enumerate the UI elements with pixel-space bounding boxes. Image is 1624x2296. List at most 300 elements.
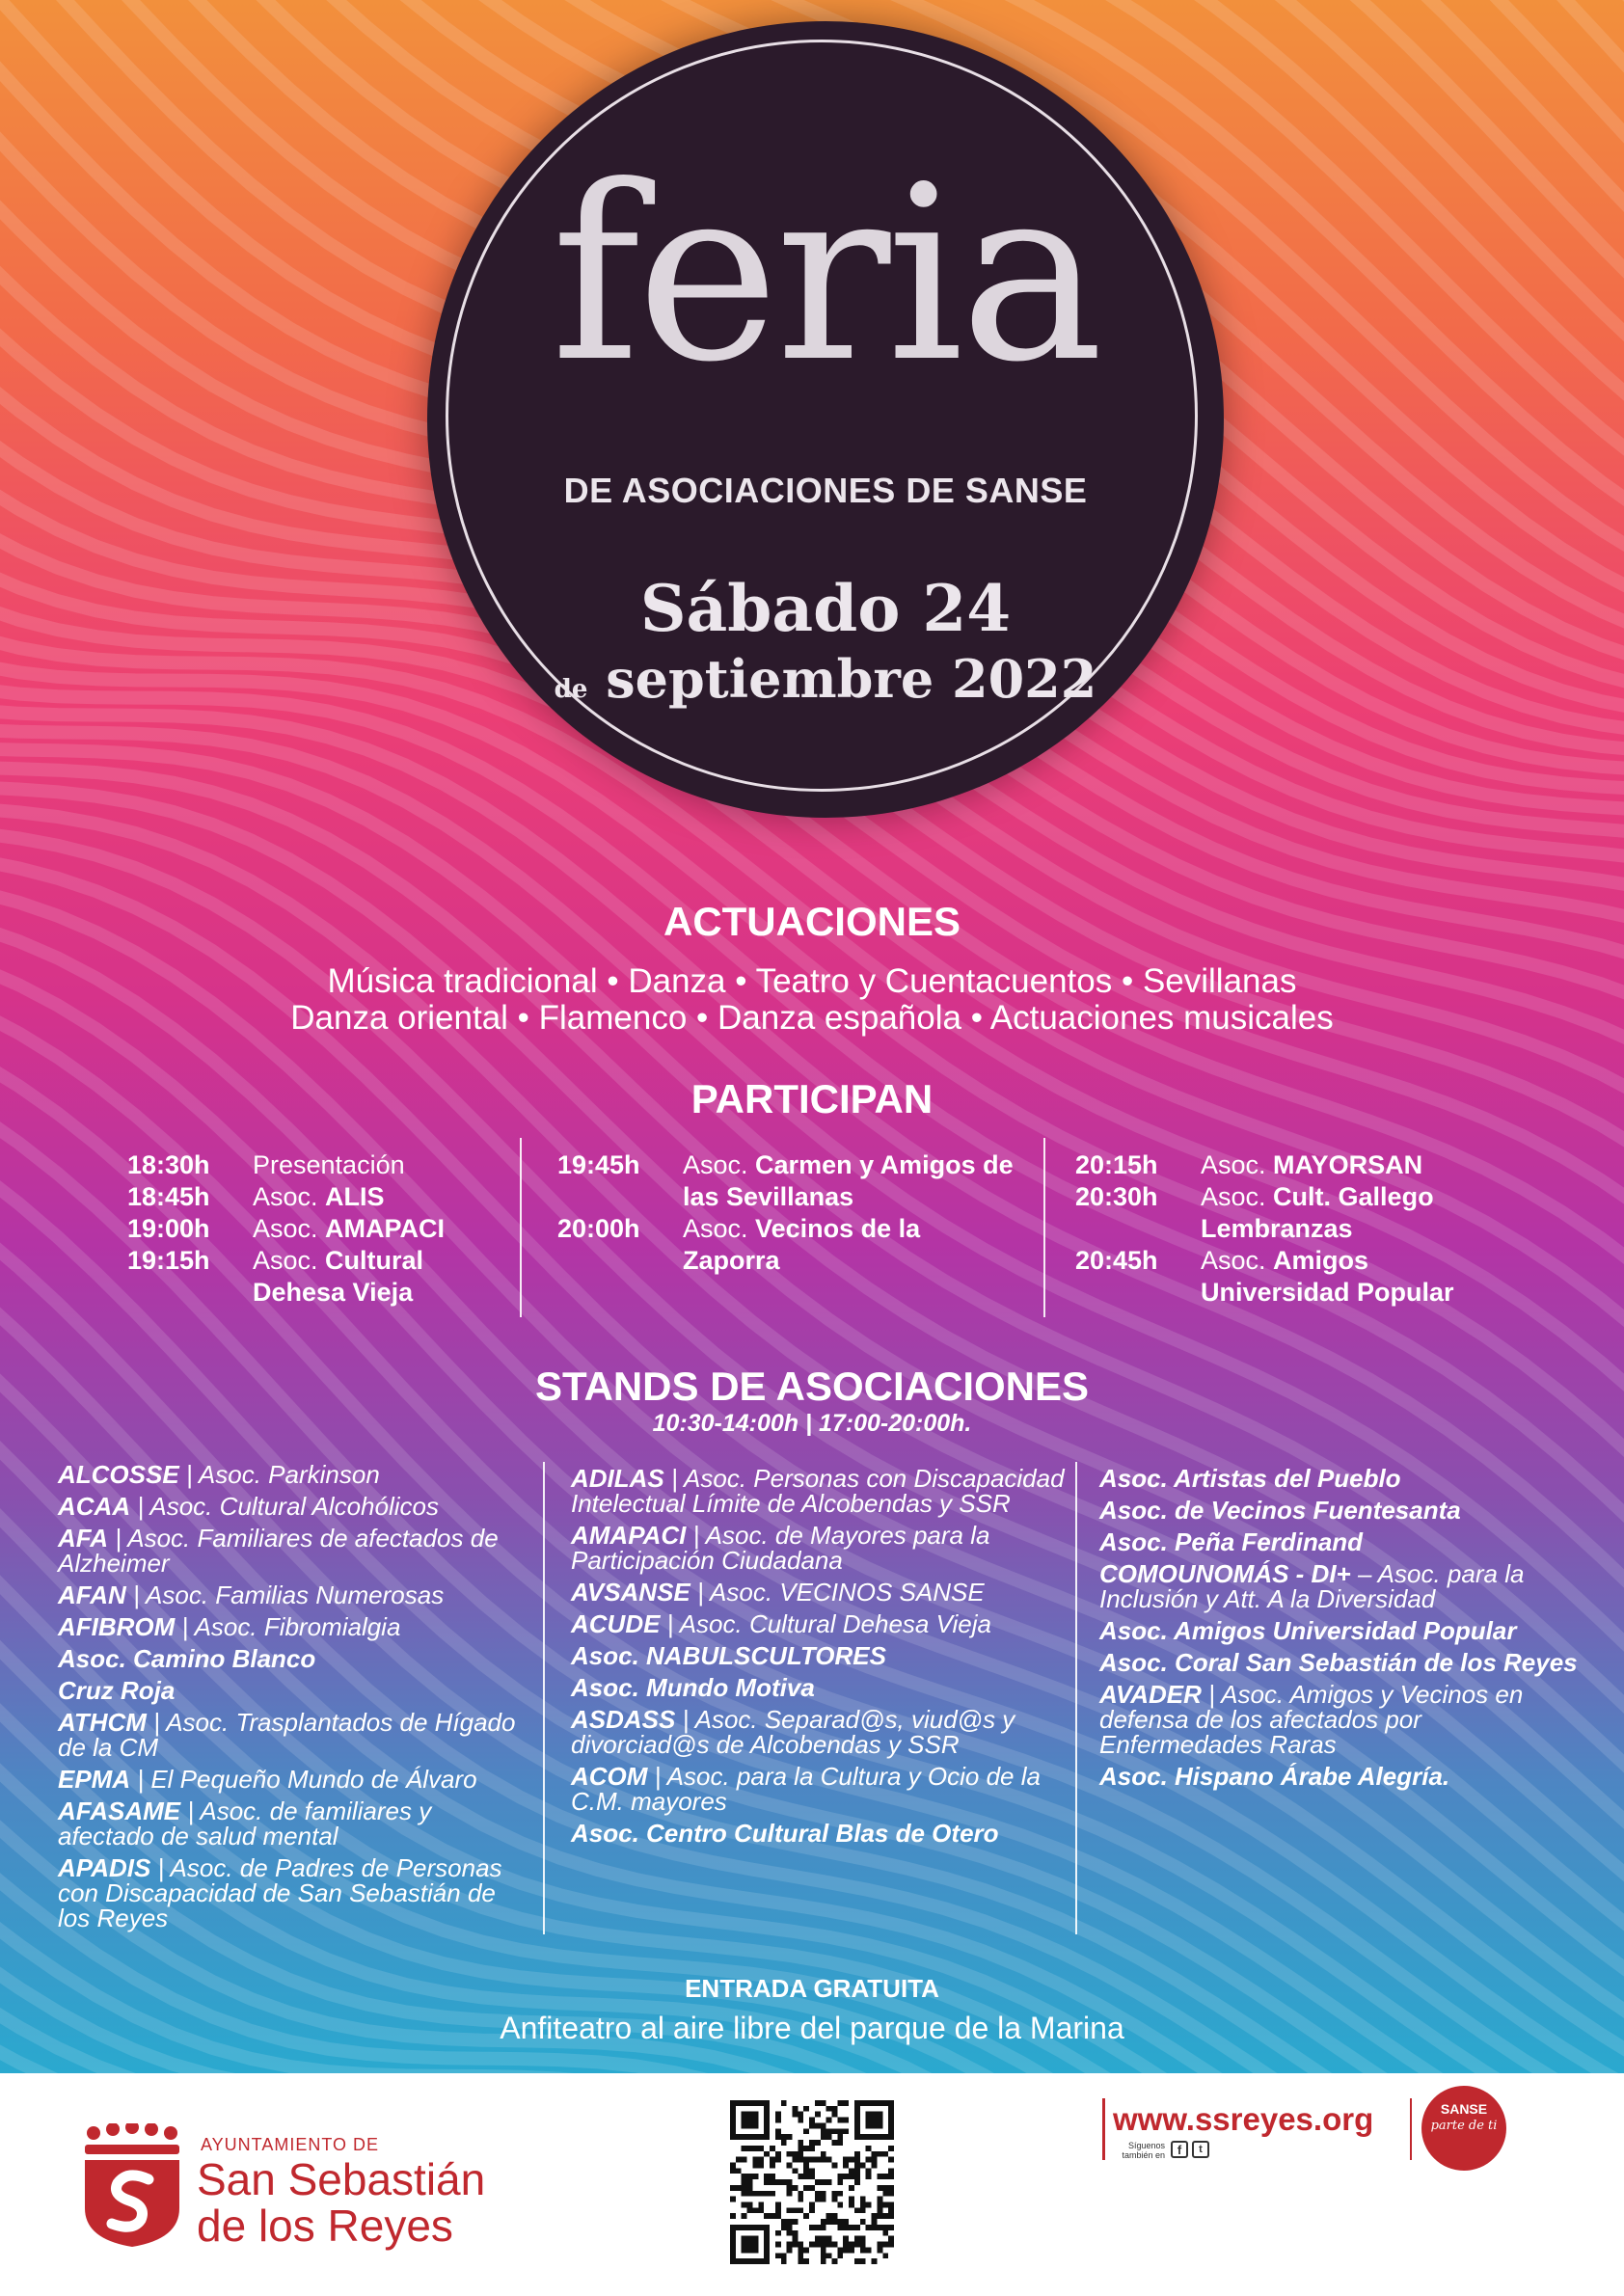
stand-item [571, 1580, 1072, 1605]
schedule-name [1201, 1149, 1519, 1181]
stand-desc: | Asoc. de familiares y afectado de salud mental [58, 1796, 432, 1850]
qr-module [826, 2157, 832, 2163]
stand-item [1099, 1764, 1582, 1789]
venue-label: Anfiteatro al aire libre del parque de la Marina [500, 2011, 1124, 2045]
schedule-name [253, 1149, 513, 1181]
qr-module [882, 2225, 888, 2230]
stand-name: APADIS [58, 1853, 151, 1882]
qr-code-icon[interactable] [730, 2100, 894, 2264]
qr-module [798, 2157, 803, 2163]
qr-module [854, 2174, 860, 2179]
stands-column-3 [1099, 1466, 1582, 1796]
qr-module [752, 2146, 758, 2151]
qr-module [843, 2118, 849, 2123]
qr-module [854, 2151, 860, 2157]
schedule-assoc: Carmen y Amigos de las Sevillanas [683, 1150, 1014, 1211]
stand-item [571, 1611, 1072, 1636]
stand-item [571, 1466, 1072, 1516]
qr-module [882, 2242, 888, 2248]
date-prefix: de [554, 675, 588, 704]
schedule-time: 18:45h [127, 1182, 210, 1211]
qr-module [809, 2185, 815, 2191]
qr-module [758, 2202, 764, 2208]
qr-module [888, 2191, 894, 2197]
qr-module [781, 2140, 787, 2146]
qr-module [877, 2213, 882, 2219]
actuaciones-line-1: Música tradicional • Danza • Teatro y Cuentacuentos • Sevillanas [327, 962, 1297, 1000]
stand-name: AVSANSE [571, 1578, 690, 1607]
qr-module [849, 2174, 854, 2179]
qr-module [809, 2174, 815, 2179]
qr-module [781, 2179, 787, 2185]
schedule-time: 19:45h [557, 1150, 640, 1179]
qr-module [787, 2225, 793, 2230]
qr-module [792, 2185, 798, 2191]
stand-desc: | El Pequeño Mundo de Álvaro [130, 1765, 477, 1794]
qr-module [809, 2225, 815, 2230]
qr-module [775, 2134, 781, 2140]
column-divider [1075, 1462, 1077, 1934]
stand-desc: | Asoc. Cultural Alcohólicos [130, 1492, 439, 1521]
schedule-time: 20:30h [1075, 1182, 1158, 1211]
stand-item [58, 1614, 530, 1639]
stand-desc: | Asoc. de Mayores para la Participación Ciudadana [571, 1521, 990, 1575]
qr-module [775, 2213, 781, 2219]
qr-module [730, 2213, 736, 2219]
qr-module [792, 2157, 798, 2163]
qr-module [843, 2174, 849, 2179]
qr-module [775, 2253, 781, 2258]
stand-name: Cruz Roja [58, 1676, 176, 1705]
qr-module [770, 2179, 775, 2185]
qr-module [758, 2191, 764, 2197]
schedule-assoc: ALIS [325, 1182, 385, 1211]
stand-item [571, 1821, 1072, 1846]
schedule-prefix: Asoc. [683, 1150, 748, 1179]
qr-module [882, 2174, 888, 2179]
schedule-assoc: Amigos Universidad Popular [1201, 1246, 1454, 1307]
schedule-assoc: Vecinos de la Zaporra [683, 1214, 921, 1275]
qr-module [781, 2258, 787, 2264]
qr-module [815, 2191, 821, 2197]
qr-module [872, 2219, 878, 2225]
qr-module [821, 2151, 826, 2157]
qr-module [787, 2230, 793, 2236]
qr-module [798, 2253, 803, 2258]
qr-module [821, 2191, 826, 2197]
qr-module [872, 2162, 878, 2168]
qr-module [826, 2118, 832, 2123]
qr-module [860, 2162, 866, 2168]
qr-module [770, 2162, 775, 2168]
stand-item [58, 1462, 530, 1487]
stand-desc: | Asoc. Cultural Dehesa Vieja [660, 1609, 991, 1638]
qr-module [837, 2118, 843, 2123]
qr-module [747, 2202, 753, 2208]
stand-item [1099, 1650, 1582, 1675]
qr-module [826, 2134, 832, 2140]
qr-module [798, 2151, 803, 2157]
qr-module [821, 2100, 826, 2106]
qr-module [877, 2151, 882, 2157]
qr-module [843, 2128, 849, 2134]
qr-module [775, 2202, 781, 2208]
qr-module [843, 2157, 849, 2163]
schedule-row [127, 1213, 513, 1245]
qr-module [821, 2236, 826, 2242]
qr-module [742, 2179, 747, 2185]
qr-module [888, 2202, 894, 2208]
qr-module [798, 2118, 803, 2123]
qr-module [849, 2168, 854, 2174]
qr-module [809, 2207, 815, 2213]
page-title: feria [551, 134, 1100, 415]
qr-module [832, 2191, 838, 2197]
qr-module [888, 2157, 894, 2163]
qr-module [787, 2134, 793, 2140]
schedule-time: 18:30h [127, 1150, 210, 1179]
qr-module [787, 2247, 793, 2253]
stand-item [58, 1767, 530, 1792]
qr-module [826, 2219, 832, 2225]
qr-module [849, 2247, 854, 2253]
qr-module [860, 2247, 866, 2253]
stand-desc: | Asoc. Separad@s, viud@s y divorciad@s de Alcobendas y SSR [571, 1705, 1015, 1759]
stand-item [58, 1494, 530, 1519]
qr-module [866, 2157, 872, 2163]
stand-item [1099, 1682, 1582, 1757]
qr-module [821, 2253, 826, 2258]
qr-module [843, 2162, 849, 2168]
qr-module [837, 2253, 843, 2258]
qr-module [821, 2242, 826, 2248]
qr-module [849, 2225, 854, 2230]
stand-name: Asoc. Camino Blanco [58, 1644, 316, 1673]
qr-module [866, 2202, 872, 2208]
qr-module [787, 2219, 793, 2225]
ayto-label: AYUNTAMIENTO DE [201, 2135, 380, 2154]
qr-module [742, 2213, 747, 2219]
qr-module [798, 2140, 803, 2146]
stand-desc: | Asoc. de Padres de Personas con Discapacidad de San Sebastián de los Reyes [58, 1853, 502, 1932]
qr-module [798, 2247, 803, 2253]
schedule-assoc: AMAPACI [325, 1214, 446, 1243]
stand-name: EPMA [58, 1765, 131, 1794]
twitter-icon[interactable]: t [1192, 2141, 1209, 2158]
schedule-assoc: Cultural Dehesa Vieja [253, 1246, 424, 1307]
qr-module [815, 2225, 821, 2230]
qr-module [854, 2225, 860, 2230]
qr-module [837, 2179, 843, 2185]
stand-name: Asoc. Artistas del Pueblo [1099, 1464, 1401, 1493]
qr-module [872, 2258, 878, 2264]
qr-module [781, 2134, 787, 2140]
qr-module [770, 2213, 775, 2219]
stand-desc: | Asoc. Trasplantados de Hígado de la CM [58, 1708, 516, 1762]
qr-module [742, 2202, 747, 2208]
qr-module [809, 2122, 815, 2128]
qr-module [742, 2185, 747, 2191]
actuaciones-heading: ACTUACIONES [663, 899, 961, 944]
schedule-name [683, 1149, 1040, 1213]
stand-item [571, 1523, 1072, 1573]
schedule-prefix: Asoc. [253, 1214, 318, 1243]
qr-module [815, 2100, 821, 2106]
stands-hours: 10:30-14:00h | 17:00-20:00h. [652, 1410, 972, 1437]
qr-module [787, 2207, 793, 2213]
qr-module [792, 2207, 798, 2213]
qr-module [866, 2247, 872, 2253]
schedule-time: 20:45h [1075, 1246, 1158, 1275]
qr-module [877, 2185, 882, 2191]
qr-module [821, 2122, 826, 2128]
stands-column-2 [571, 1466, 1072, 1852]
qr-module [736, 2185, 742, 2191]
qr-module [792, 2230, 798, 2236]
qr-module [775, 2179, 781, 2185]
qr-module [821, 2225, 826, 2230]
qr-module [747, 2179, 753, 2185]
stand-name: AFAN [58, 1580, 126, 1609]
qr-module [803, 2146, 809, 2151]
qr-module [854, 2157, 860, 2163]
qr-module [837, 2202, 843, 2208]
qr-module [787, 2185, 793, 2191]
qr-module [747, 2207, 753, 2213]
qr-module [837, 2134, 843, 2140]
qr-module [809, 2242, 815, 2248]
stand-desc: | Asoc. Fibromialgia [175, 1612, 401, 1641]
qr-module [775, 2112, 781, 2118]
event-date-line1: Sábado 24 [639, 571, 1012, 646]
qr-module [832, 2197, 838, 2202]
qr-module [747, 2146, 753, 2151]
qr-module [815, 2236, 821, 2242]
stand-desc: – Asoc. para la Inclusión y Att. A la Diversidad [1099, 1559, 1525, 1613]
qr-module [882, 2202, 888, 2208]
participan-column-2 [557, 1149, 1040, 1277]
qr-module [787, 2151, 793, 2157]
qr-module [849, 2185, 854, 2191]
qr-module [849, 2242, 854, 2248]
qr-module [888, 2174, 894, 2179]
qr-module [758, 2207, 764, 2213]
qr-module [860, 2219, 866, 2225]
qr-module [877, 2202, 882, 2208]
qr-module [832, 2140, 838, 2146]
qr-module [826, 2236, 832, 2242]
stand-item [58, 1526, 530, 1576]
column-divider [543, 1462, 545, 1934]
qr-module [843, 2242, 849, 2248]
qr-module [872, 2225, 878, 2230]
qr-module [730, 2185, 736, 2191]
qr-module [821, 2128, 826, 2134]
qr-module [798, 2112, 803, 2118]
schedule-time: 20:15h [1075, 1150, 1158, 1179]
qr-module [781, 2100, 787, 2106]
stand-name: Asoc. Coral San Sebastián de los Reyes [1099, 1648, 1578, 1677]
qr-module [849, 2202, 854, 2208]
qr-module [803, 2157, 809, 2163]
qr-module [866, 2146, 872, 2151]
qr-module [888, 2213, 894, 2219]
qr-module [888, 2146, 894, 2151]
qr-module [792, 2112, 798, 2118]
qr-module [826, 2242, 832, 2248]
schedule-prefix: Asoc. [1201, 1150, 1266, 1179]
qr-module [815, 2179, 821, 2185]
stand-name: Asoc. NABULSCULTORES [571, 1641, 886, 1670]
qr-module [752, 2157, 758, 2163]
qr-module [747, 2191, 753, 2197]
qr-module [882, 2230, 888, 2236]
stand-name: Asoc. Peña Ferdinand [1099, 1527, 1364, 1556]
qr-module [866, 2225, 872, 2230]
qr-module [860, 2258, 866, 2264]
qr-module [815, 2122, 821, 2128]
qr-module [764, 2174, 770, 2179]
qr-module [770, 2174, 775, 2179]
qr-finder [866, 2112, 883, 2129]
qr-module [837, 2219, 843, 2225]
qr-module [742, 2191, 747, 2197]
qr-module [837, 2174, 843, 2179]
participan-column-1 [127, 1149, 513, 1309]
qr-module [821, 2157, 826, 2163]
facebook-icon[interactable]: f [1171, 2141, 1188, 2158]
qr-module [775, 2118, 781, 2123]
schedule-name [683, 1213, 972, 1277]
schedule-row [557, 1213, 1040, 1277]
qr-module [860, 2197, 866, 2202]
stand-name: ADILAS [571, 1464, 664, 1493]
stand-item [1099, 1618, 1582, 1643]
qr-module [742, 2174, 747, 2179]
follow-label: Síguenos también en [1122, 2141, 1165, 2160]
qr-module [826, 2106, 832, 2112]
qr-module [792, 2236, 798, 2242]
qr-module [752, 2174, 758, 2179]
qr-module [809, 2146, 815, 2151]
qr-module [849, 2157, 854, 2163]
qr-module [815, 2197, 821, 2202]
qr-module [803, 2168, 809, 2174]
stand-name: AFIBROM [58, 1612, 176, 1641]
schedule-row [1075, 1245, 1519, 1309]
stand-name: ASDASS [571, 1705, 676, 1734]
qr-module [752, 2162, 758, 2168]
stand-name: ACOM [571, 1762, 648, 1791]
stand-item [58, 1798, 530, 1849]
qr-module [837, 2247, 843, 2253]
qr-module [837, 2140, 843, 2146]
qr-module [764, 2191, 770, 2197]
column-divider [520, 1138, 522, 1317]
qr-module [837, 2191, 843, 2197]
badge-top: SANSE [1440, 2101, 1488, 2117]
qr-module [872, 2157, 878, 2163]
stand-name: AMAPACI [571, 1521, 687, 1550]
qr-module [803, 2247, 809, 2253]
qr-module [809, 2140, 815, 2146]
qr-module [775, 2242, 781, 2248]
qr-module [775, 2151, 781, 2157]
schedule-name [1201, 1181, 1480, 1245]
stand-desc: | Asoc. Amigos y Vecinos en defensa de los afectados por Enfermedades Raras [1099, 1680, 1524, 1759]
qr-module [798, 2191, 803, 2197]
stand-name: COMOUNOMÁS - DI+ [1099, 1559, 1351, 1588]
qr-module [837, 2128, 843, 2134]
qr-module [826, 2128, 832, 2134]
stand-desc: | Asoc. Parkinson [178, 1460, 380, 1489]
qr-module [758, 2162, 764, 2168]
qr-module [730, 2168, 736, 2174]
qr-module [803, 2162, 809, 2168]
qr-module [860, 2207, 866, 2213]
stands-column-1 [58, 1462, 530, 1937]
qr-module [832, 2242, 838, 2248]
qr-module [854, 2162, 860, 2168]
qr-module [877, 2247, 882, 2253]
qr-module [809, 2168, 815, 2174]
qr-module [888, 2225, 894, 2230]
schedule-time: 20:00h [557, 1214, 640, 1243]
stand-name: Asoc. Hispano Árabe Alegría. [1099, 1762, 1450, 1791]
qr-module [815, 2112, 821, 2118]
qr-module [832, 2106, 838, 2112]
event-date-line2 [427, 648, 1224, 710]
qr-module [752, 2191, 758, 2197]
qr-module [888, 2207, 894, 2213]
schedule-time: 19:00h [127, 1214, 210, 1243]
badge-divider [1410, 2098, 1412, 2160]
qr-module [803, 2213, 809, 2219]
qr-module [798, 2207, 803, 2213]
stand-item [1099, 1561, 1582, 1611]
qr-module [792, 2151, 798, 2157]
qr-module [821, 2134, 826, 2140]
ayto-name-line1: San Sebastián [197, 2154, 486, 2204]
qr-module [781, 2253, 787, 2258]
qr-module [787, 2242, 793, 2248]
stand-desc: | Asoc. Familias Numerosas [125, 1580, 445, 1609]
stand-item [58, 1710, 530, 1760]
qr-module [787, 2179, 793, 2185]
schedule-row [127, 1149, 513, 1181]
qr-module [764, 2213, 770, 2219]
schedule-name [253, 1213, 513, 1245]
qr-module [832, 2219, 838, 2225]
qr-module [809, 2202, 815, 2208]
website-link[interactable]: www.ssreyes.org [1113, 2101, 1374, 2137]
qr-module [866, 2174, 872, 2179]
stand-desc: | Asoc. VECINOS SANSE [690, 1578, 985, 1607]
qr-module [787, 2162, 793, 2168]
qr-module [821, 2179, 826, 2185]
schedule-prefix: Presentación [253, 1150, 405, 1179]
badge-script: parte de ti [1430, 2119, 1498, 2133]
stand-item [1099, 1529, 1582, 1554]
qr-module [770, 2157, 775, 2163]
qr-module [821, 2219, 826, 2225]
page-subtitle: DE ASOCIACIONES DE SANSE [563, 471, 1088, 510]
schedule-name [1201, 1245, 1509, 1309]
schedule-prefix: Asoc. [1201, 1246, 1266, 1275]
qr-module [730, 2162, 736, 2168]
qr-module [730, 2197, 736, 2202]
free-entry-label: ENTRADA GRATUITA [685, 1974, 939, 2003]
